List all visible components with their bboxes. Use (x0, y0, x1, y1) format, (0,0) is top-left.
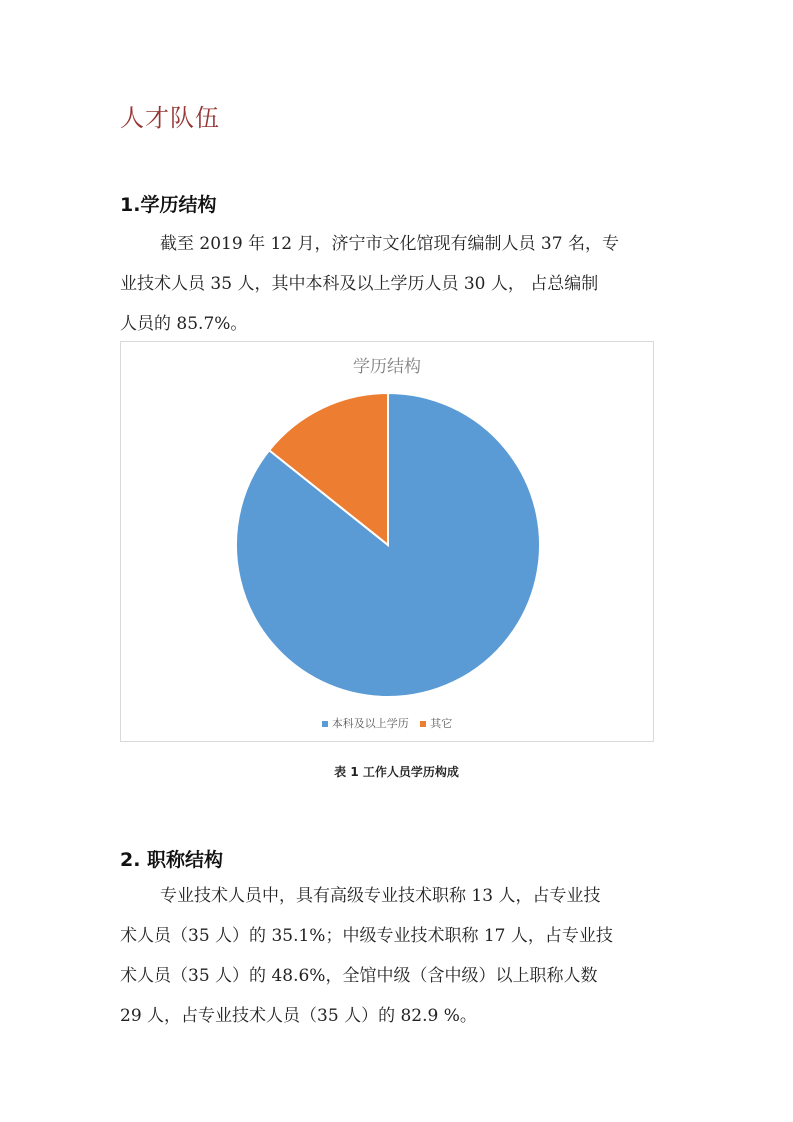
paragraph-line: 术人员（35 人）的 35.1%；中级专业技术职称 17 人，占专业技 (120, 926, 613, 946)
legend-swatch-icon (420, 721, 426, 727)
chart-title: 学历结构 (353, 357, 421, 377)
legend-label: 本科及以上学历 (331, 717, 409, 730)
paragraph-line: 术人员（35 人）的 48.6%，全馆中级（含中级）以上职称人数 (120, 966, 598, 986)
paragraph-line: 29 人，占专业技术人员（35 人）的 82.9 %。 (120, 1006, 477, 1026)
paragraph-line: 截至 2019 年 12 月，济宁市文化馆现有编制人员 37 名，专 (160, 234, 619, 254)
chart-legend (121, 715, 653, 731)
legend-item-other (420, 715, 452, 731)
paragraph-line: 人员的 85.7%。 (120, 314, 248, 334)
legend-item-bachelor (322, 715, 409, 731)
legend-swatch-icon (322, 721, 328, 727)
section-heading-titles: 2. 职称结构 (120, 849, 224, 871)
paragraph-line: 专业技术人员中，具有高级专业技术职称 13 人，占专业技 (160, 886, 601, 906)
section-heading-education: 1.学历结构 (120, 194, 217, 216)
education-paragraph (120, 224, 676, 344)
chart-caption: 表 1 工作人员学历构成 (334, 765, 459, 779)
education-pie-chart (120, 341, 654, 742)
paragraph-line: 业技术人员 35 人，其中本科及以上学历人员 30 人， 占总编制 (120, 274, 599, 294)
page-title: 人才队伍 (120, 104, 220, 132)
titles-paragraph (120, 876, 676, 1036)
legend-label: 其它 (430, 717, 453, 730)
pie-chart-svg (121, 342, 653, 741)
